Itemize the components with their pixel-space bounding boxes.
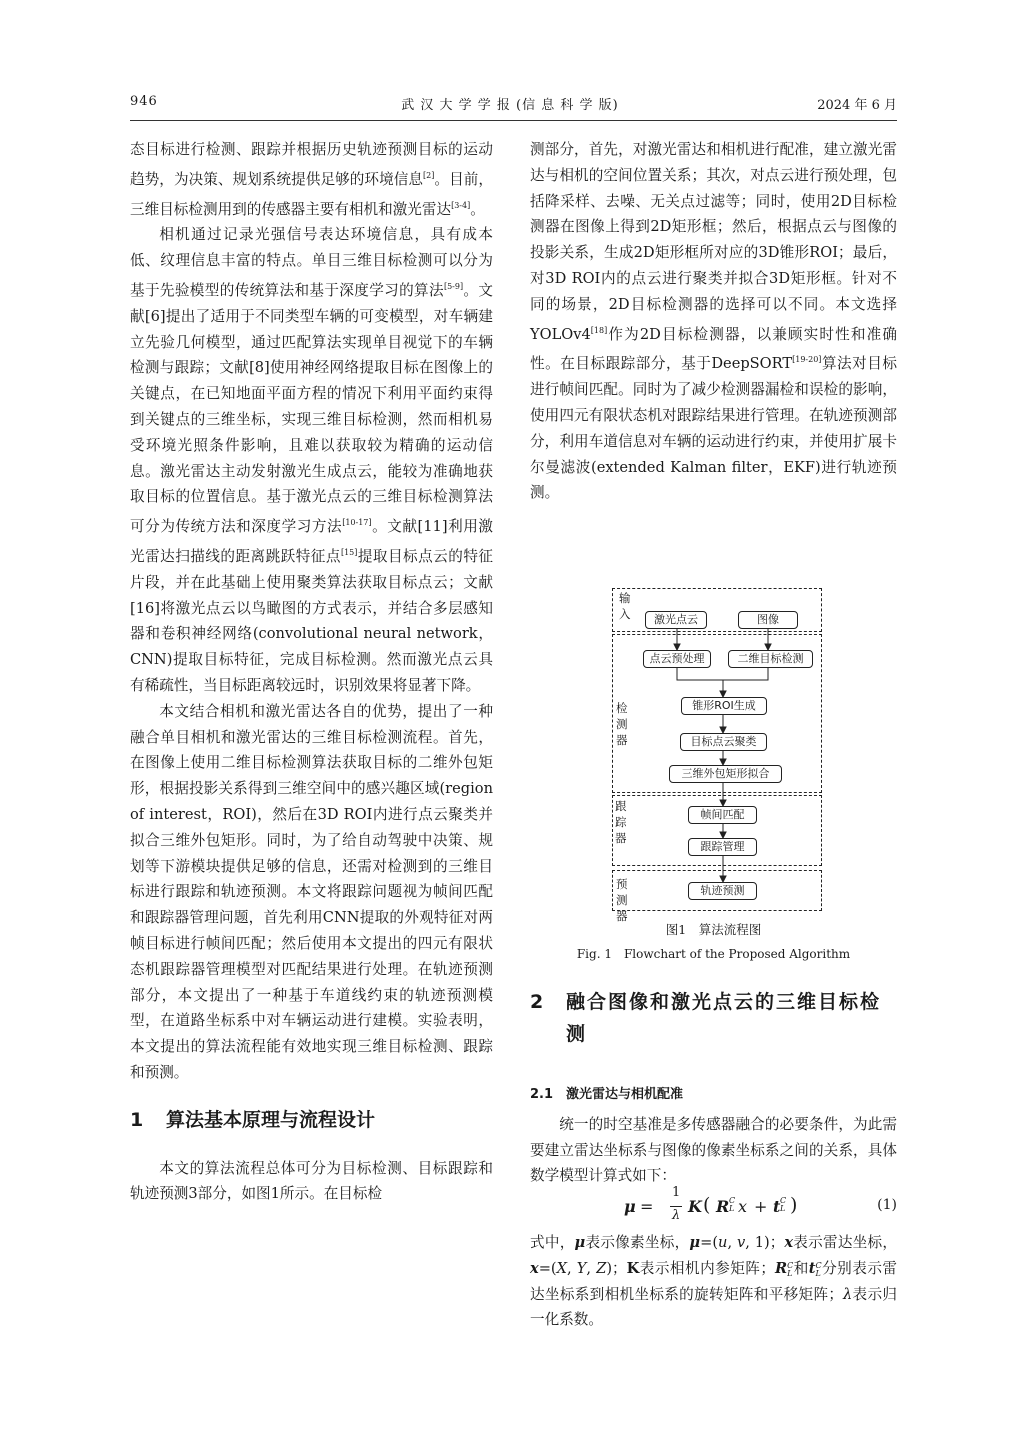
text-run: 提取目标点云的特征片段，并在此基础上使用聚类算法获取目标点云；文献[16]将激光点云以鸟瞰图的方式表示，并结合多层感知器和卷积神经网络(convolutional neural network，CNN)提取目标特征，完成目标检测。然而激光点云具有稀疏性，当目标距离较远时，识别效果将显著下降。 — [130, 547, 493, 694]
citation: [2] — [423, 170, 435, 180]
node-cluster: 目标点云聚类 — [680, 733, 767, 751]
section-title: 算法基本原理与流程设计 — [166, 1108, 376, 1131]
citation: [10-17] — [342, 518, 372, 528]
figure-caption-en: Fig. 1 Flowchart of the Proposed Algorithm — [576, 947, 851, 961]
input-label: 输入 — [619, 591, 631, 621]
math-symbol: μ — [574, 1234, 586, 1251]
eq-x: x — [738, 1197, 748, 1216]
eq-numerator: 1 — [672, 1185, 681, 1200]
math-symbol: v — [736, 1234, 746, 1251]
text-run: )； — [606, 1259, 627, 1277]
math-symbol: μ — [689, 1234, 701, 1251]
eq-R: R — [716, 1197, 730, 1216]
sub: L — [815, 1268, 821, 1278]
sub: L — [780, 1204, 786, 1213]
math-symbol: Z — [596, 1259, 607, 1277]
math-symbol: t — [808, 1259, 816, 1277]
text-run: 。 — [470, 200, 485, 218]
text-run: 表示归一化系数。 — [530, 1285, 897, 1329]
citation: [3-4] — [451, 200, 471, 210]
page-number: 946 — [130, 94, 158, 109]
sub: L — [787, 1268, 793, 1278]
text-run: 。文献[11]利用激光雷达扫描线的距离跳跃特征点 — [130, 518, 493, 565]
math-symbol: Y — [576, 1259, 587, 1277]
math-symbol: x — [530, 1259, 539, 1277]
figure-caption-cn: 图1 算法流程图 — [665, 922, 762, 937]
citation: [19-20] — [792, 355, 822, 365]
text-run: 本文的算法流程总体可分为目标检测、目标跟踪和轨迹预测3部分，如图1所示。在目标检 — [130, 1159, 493, 1203]
tracker-label: 跟踪器 — [615, 799, 627, 845]
node-manage: 跟踪管理 — [688, 838, 757, 856]
sub: L — [729, 1204, 735, 1213]
eq-denominator: λ — [672, 1208, 681, 1223]
section-number: 2 — [530, 991, 544, 1013]
sup: C — [787, 1260, 794, 1270]
text-run: 式中， — [530, 1234, 575, 1251]
eq-t: t — [773, 1197, 781, 1216]
eq-plus: + — [754, 1197, 768, 1216]
citation: [5-9] — [443, 281, 464, 291]
eq-mu: μ — [624, 1197, 636, 1216]
text-run: 表示像素坐标， — [585, 1234, 690, 1251]
math-symbol: R — [774, 1259, 788, 1277]
text-run: 作为2D目标检测器，以兼顾实时性和准确性。在目标跟踪部分，基于DeepSORT — [530, 325, 897, 373]
text-run: 本文结合相机和激光雷达各自的优势，提出了一种融合单目相机和激光雷达的三维目标检测流程。首先，在图像上使用二维目标检测算法获取目标的二维外包矩形，根据投影关系得到三维空间中的感兴趣区域(region of interest，ROI)，然后在3D ROI内进行点云聚类并拟合三维外包矩形。同时，为了给自动驾驶中决策、规划等下游模块提供足够的信息，还需对检测到的三维目标进行跟踪和轨迹预测。本文将跟踪问题视为帧间匹配和跟踪器管理问题，首先利用CNN提取的外观特征对两帧目标进行帧间匹配；然后使用本文提出的四元有限状态机跟踪器管理模型对匹配结果进行处理。在轨迹预测部分，本文提出了一种基于车道线约束的轨迹预测模型，在道路坐标系中对车辆运动进行建模。实验表明，本文提出的算法流程能有效地实现三维目标检测、跟踪和预测。 — [130, 702, 493, 1081]
text-run: 表示相机内参矩阵； — [639, 1259, 775, 1277]
eq-fraction-bar — [670, 1206, 682, 1207]
paragraph — [130, 1156, 493, 1208]
text-run: 分别表示雷达坐标系到相机坐标系的旋转矩阵和平移矩阵； — [530, 1259, 897, 1303]
right-column-bottom — [530, 986, 897, 1189]
detector-label: 检测器 — [616, 701, 628, 747]
node-predict: 轨迹预测 — [688, 882, 757, 900]
text-run: 测部分，首先，对激光雷达和相机进行配准，建立激光雷达与相机的空间位置关系；其次，对点云进行预处理，包括降采样、去噪、无关点过滤等；同时，使用2D目标检测器在图像上得到2D矩形框；然后，根据点云与图像的投影关系，生成2D矩形框所对应的3D锥形ROI；最后，对3D ROI内的点云进行聚类并拟合3D矩形框。针对不同的场景，2D目标检测器的选择可以不同。本文选择YOLOv4 — [530, 141, 897, 343]
text-run: , 1)； — [745, 1234, 785, 1251]
math-symbol: x — [784, 1234, 794, 1251]
text-run: =( — [538, 1259, 557, 1277]
node-roi: 锥形ROI生成 — [681, 697, 767, 715]
predictor-label: 预测器 — [616, 877, 628, 923]
sup: C — [729, 1196, 736, 1205]
eq-equals: = — [640, 1197, 654, 1216]
section-title: 融合图像和激光点云的三维目标检测 — [566, 991, 882, 1045]
eq-K: K — [688, 1197, 702, 1216]
text-run: 。文献[6]提出了适用于不同类型车辆的可变模型，对车辆建立先验几何模型，通过匹配算法实现单目视觉下的车辆检测与跟踪；文献[8]使用神经网络提取目标在图像上的关键点，在已知地面平面方程的情况下利用平面约束得到关键点的三维坐标，实现三维目标检测，然而相机易受环境光照条件影响，且难以获取较为精确的运动信息。激光雷达主动发射激光生成点云，能较为准确地获取目标的位置信息。基于激光点云的三维目标检测算法可分为传统方法和深度学习方法 — [130, 281, 493, 536]
eq-rparen: ) — [790, 1194, 798, 1216]
text-run: 。目前，三维目标检测用到的传感器主要有相机和激光雷达 — [130, 170, 493, 218]
node-2d-detection: 二维目标检测 — [728, 650, 813, 668]
text-run: 表示雷达坐标， — [793, 1234, 897, 1251]
equation-1 — [530, 1185, 897, 1231]
subsection-heading — [530, 1082, 897, 1108]
section-number: 1 — [130, 1108, 144, 1131]
citation: [18] — [590, 325, 608, 335]
subsection-number: 2.1 — [530, 1087, 554, 1102]
text-run: , — [567, 1259, 577, 1277]
text-run: 算法对目标进行帧间匹配。同时为了减少检测器漏检和误检的影响，使用四元有限状态机对跟踪结果进行管理。在轨迹预测部分，利用车道信息对车辆的运动进行约束，并使用扩展卡尔曼滤波(extended Kalman filter，EKF)进行轨迹预测。 — [530, 355, 897, 502]
text-run: 相机通过记录光强信号表达环境信息，具有成本低、纹理信息丰富的特点。单目三维目标检测可以分为基于先验模型的传统算法和基于深度学习的算法 — [130, 226, 493, 299]
journal-title: 武 汉 大 学 学 报 (信 息 科 学 版) — [401, 98, 619, 113]
math-symbol: λ — [842, 1285, 853, 1303]
subsection-title: 激光雷达与相机配准 — [566, 1087, 684, 1102]
text-run: 和 — [793, 1259, 809, 1277]
paragraph — [530, 1112, 897, 1189]
section-heading-2 — [530, 986, 897, 1050]
text-run: =( — [700, 1234, 719, 1251]
node-image: 图像 — [738, 611, 798, 629]
node-preprocess: 点云预处理 — [643, 650, 711, 668]
sup: C — [815, 1260, 822, 1270]
section-heading-1 — [130, 1104, 493, 1136]
math-symbol: K — [626, 1259, 640, 1277]
eq-t-scripts — [780, 1197, 786, 1213]
issue-date: 2024 年 6 月 — [817, 98, 897, 113]
citation: [15] — [340, 547, 358, 557]
eq-lparen: ( — [703, 1194, 711, 1216]
text-run: 统一的时空基准是多传感器融合的必要条件，为此需要建立雷达坐标系与图像的像素坐标系之间的关系，具体数学模型计算式如下： — [530, 1115, 897, 1185]
node-lidar: 激光点云 — [645, 611, 707, 629]
math-symbol: X — [556, 1259, 568, 1277]
text-run: 态目标进行检测、跟踪并根据历史轨迹预测目标的运动趋势，为决策、规划系统提供足够的环境信息 — [130, 141, 493, 188]
eq-R-scripts — [729, 1197, 735, 1213]
right-column-end — [530, 1230, 897, 1333]
node-match: 帧间匹配 — [688, 806, 757, 824]
math-symbol: u — [718, 1234, 728, 1251]
sup: C — [780, 1196, 787, 1205]
text-run: , — [586, 1259, 597, 1277]
node-fit: 三维外包矩形拟合 — [669, 765, 782, 783]
text-run: , — [727, 1234, 737, 1251]
eq-number: (1) — [877, 1197, 897, 1213]
paragraph — [530, 1230, 897, 1333]
